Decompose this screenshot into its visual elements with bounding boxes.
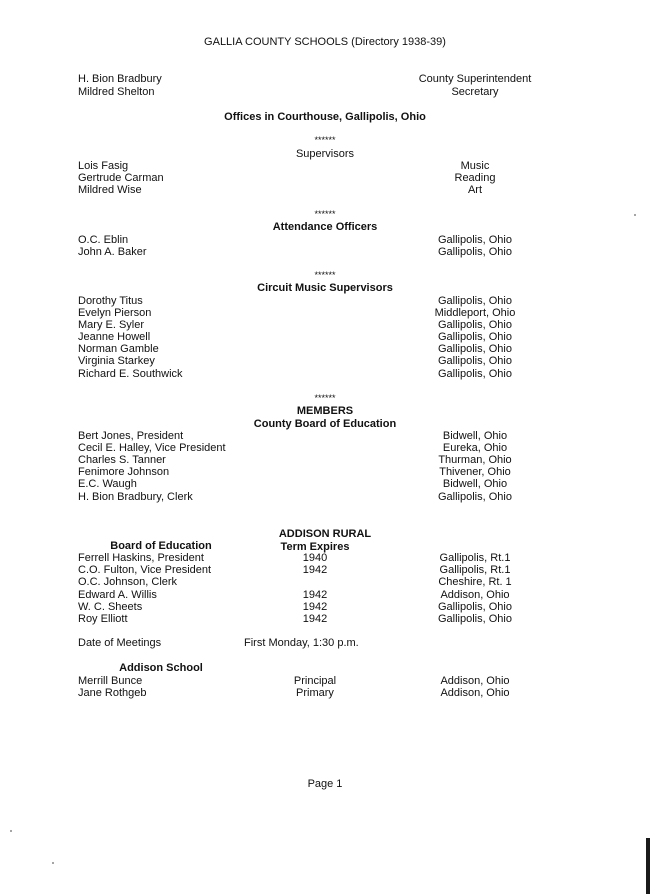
addison-member-location: Addison, Ohio xyxy=(440,589,510,601)
members-heading: MEMBERS xyxy=(296,405,354,417)
separator: ****** xyxy=(314,393,336,403)
scan-edge-mark xyxy=(646,838,650,894)
separator: ****** xyxy=(314,135,336,145)
circuit-name: Evelyn Pierson xyxy=(78,307,152,319)
official-row xyxy=(0,73,650,86)
separator: ****** xyxy=(314,270,336,280)
addison-member-location: Gallipolis, Ohio xyxy=(438,601,512,613)
attendance-name: John A. Baker xyxy=(78,246,147,258)
board-member-name: H. Bion Bradbury, Clerk xyxy=(78,491,193,503)
circuit-row xyxy=(0,355,650,368)
addison-board-row xyxy=(0,576,650,589)
circuit-location: Gallipolis, Ohio xyxy=(438,331,512,343)
supervisor-subject: Reading xyxy=(454,172,496,184)
supervisor-name: Gertrude Carman xyxy=(78,172,164,184)
scan-speck xyxy=(634,214,636,216)
supervisor-subject: Art xyxy=(467,184,483,196)
scan-speck xyxy=(52,862,54,864)
addison-member-name: Ferrell Haskins, President xyxy=(78,552,204,564)
official-row xyxy=(0,86,650,99)
board-member-location: Gallipolis, Ohio xyxy=(438,491,512,503)
board-row xyxy=(0,491,650,504)
addison-member-location: Gallipolis, Rt.1 xyxy=(439,552,511,564)
circuit-location: Gallipolis, Ohio xyxy=(438,355,512,367)
circuit-row xyxy=(0,368,650,381)
staff-role: Principal xyxy=(293,675,337,687)
attendance-location: Gallipolis, Ohio xyxy=(438,234,512,246)
meetings-row xyxy=(0,637,650,650)
addison-member-name: O.C. Johnson, Clerk xyxy=(78,576,178,588)
board-member-location: Thivener, Ohio xyxy=(439,466,511,478)
term-expires-heading: Term Expires xyxy=(280,541,350,553)
meetings-value: First Monday, 1:30 p.m. xyxy=(244,637,359,649)
circuit-name: Norman Gamble xyxy=(78,343,159,355)
staff-name: Jane Rothgeb xyxy=(78,687,147,699)
addison-member-name: C.O. Fulton, Vice President xyxy=(78,564,212,576)
addison-school-heading: Addison School xyxy=(119,662,203,674)
page-number: Page 1 xyxy=(307,778,343,790)
circuit-name: Mary E. Syler xyxy=(78,319,145,331)
addison-board-row xyxy=(0,613,650,626)
board-member-location: Bidwell, Ohio xyxy=(442,478,508,490)
meetings-label: Date of Meetings xyxy=(78,637,162,649)
staff-location: Addison, Ohio xyxy=(440,687,510,699)
circuit-location: Gallipolis, Ohio xyxy=(438,295,512,307)
supervisors-heading: Supervisors xyxy=(295,148,355,160)
board-member-name: Cecil E. Halley, Vice President xyxy=(78,442,226,454)
supervisor-row xyxy=(0,184,650,197)
addison-member-location: Gallipolis, Ohio xyxy=(438,613,512,625)
staff-role: Primary xyxy=(296,687,334,699)
addison-member-term: 1942 xyxy=(302,613,328,625)
supervisor-name: Lois Fasig xyxy=(78,160,129,172)
board-member-location: Eureka, Ohio xyxy=(442,442,508,454)
staff-row xyxy=(0,687,650,700)
supervisor-subject: Music xyxy=(460,160,490,172)
circuit-location: Gallipolis, Ohio xyxy=(438,368,512,380)
addison-heading: ADDISON RURAL xyxy=(278,528,372,540)
attendance-name: O.C. Eblin xyxy=(78,234,129,246)
addison-member-name: W. C. Sheets xyxy=(78,601,143,613)
addison-member-location: Cheshire, Rt. 1 xyxy=(438,576,512,588)
circuit-music-heading: Circuit Music Supervisors xyxy=(257,282,393,294)
board-of-education-heading: Board of Education xyxy=(110,540,212,552)
addison-member-term: 1942 xyxy=(302,601,328,613)
circuit-name: Jeanne Howell xyxy=(78,331,151,343)
addison-member-name: Roy Elliott xyxy=(78,613,128,625)
county-board-heading: County Board of Education xyxy=(253,418,397,430)
staff-location: Addison, Ohio xyxy=(440,675,510,687)
circuit-name: Virginia Starkey xyxy=(78,355,155,367)
addison-member-term: 1942 xyxy=(302,564,328,576)
official-name: H. Bion Bradbury xyxy=(78,73,162,85)
board-row xyxy=(0,478,650,491)
page-title: GALLIA COUNTY SCHOOLS (Directory 1938-39) xyxy=(204,36,446,48)
board-member-location: Thurman, Ohio xyxy=(438,454,512,466)
separator: ****** xyxy=(314,209,336,219)
board-member-name: Bert Jones, President xyxy=(78,430,184,442)
addison-member-term: 1942 xyxy=(302,589,328,601)
staff-name: Merrill Bunce xyxy=(78,675,143,687)
addison-member-term: 1940 xyxy=(302,552,328,564)
attendance-row xyxy=(0,246,650,259)
board-member-name: Fenimore Johnson xyxy=(78,466,170,478)
official-name: Mildred Shelton xyxy=(78,86,155,98)
offices-heading: Offices in Courthouse, Gallipolis, Ohio xyxy=(224,111,426,123)
addison-member-location: Gallipolis, Rt.1 xyxy=(439,564,511,576)
board-member-location: Bidwell, Ohio xyxy=(442,430,508,442)
board-member-name: E.C. Waugh xyxy=(78,478,137,490)
attendance-heading: Attendance Officers xyxy=(272,221,378,233)
circuit-location: Gallipolis, Ohio xyxy=(438,343,512,355)
attendance-location: Gallipolis, Ohio xyxy=(438,246,512,258)
circuit-location: Gallipolis, Ohio xyxy=(438,319,512,331)
addison-member-name: Edward A. Willis xyxy=(78,589,157,601)
scan-speck xyxy=(10,830,12,832)
circuit-location: Middleport, Ohio xyxy=(434,307,516,319)
circuit-name: Dorothy Titus xyxy=(78,295,143,307)
official-title: Secretary xyxy=(451,86,499,98)
official-title: County Superintendent xyxy=(418,73,532,85)
board-member-name: Charles S. Tanner xyxy=(78,454,166,466)
circuit-name: Richard E. Southwick xyxy=(78,368,183,380)
supervisor-name: Mildred Wise xyxy=(78,184,142,196)
